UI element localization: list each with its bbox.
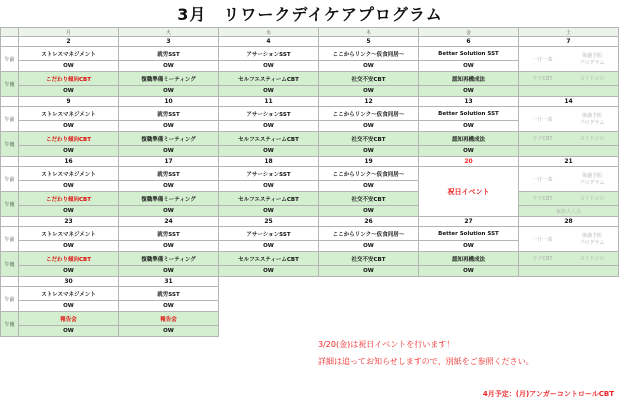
week-date-row xyxy=(1,97,619,107)
empty-cell xyxy=(219,312,319,326)
ow-cell: OW xyxy=(219,181,319,192)
program-cell-pm[interactable]: こだわり傾向CBT xyxy=(19,192,119,206)
day-header-tue: 火 xyxy=(119,28,219,37)
date-cell: 25 xyxy=(219,217,319,227)
sat-pm-2: ヨリドコロ xyxy=(579,256,605,262)
date-cell: 9 xyxy=(19,97,119,107)
am-label: 午前 xyxy=(1,47,19,72)
empty-cell xyxy=(319,326,419,337)
ow-cell: OW xyxy=(319,181,419,192)
week-date-row xyxy=(1,157,619,167)
date-cell: 21 xyxy=(519,157,619,167)
saturday-pm-ow-empty xyxy=(519,266,619,277)
ow-cell: OW xyxy=(319,266,419,277)
empty-cell xyxy=(519,312,619,326)
date-cell: 17 xyxy=(119,157,219,167)
ow-cell: OW xyxy=(219,146,319,157)
empty-cell xyxy=(319,287,419,301)
ow-cell: OW xyxy=(119,241,219,252)
ow-cell: OW xyxy=(19,266,119,277)
program-cell-pm[interactable]: 認知再構成法 xyxy=(419,252,519,266)
program-cell-am[interactable]: ここからリンク〜仮食同居〜 xyxy=(319,107,419,121)
program-cell-am[interactable]: 就労SST xyxy=(119,107,219,121)
sat-am-2b: プログラム xyxy=(579,120,605,126)
ow-cell: OW xyxy=(219,266,319,277)
sat-am-2 xyxy=(580,52,605,66)
pm-label: 午後 xyxy=(1,132,19,157)
sat-pm-2: ヨリドコロ xyxy=(579,196,605,202)
date-row-corner xyxy=(1,217,19,227)
empty-cell xyxy=(419,326,519,337)
week-am-ow-row xyxy=(1,301,619,312)
sat-am-1: 一汁一菜 xyxy=(532,116,553,123)
date-cell: 3 xyxy=(119,37,219,47)
ow-cell: OW xyxy=(319,206,419,217)
program-cell-pm[interactable]: 社交不安CBT xyxy=(319,192,419,206)
week-pm-ow-row xyxy=(1,206,619,217)
program-cell-am[interactable]: アサーションSST xyxy=(219,47,319,61)
week-pm-row xyxy=(1,192,619,206)
program-cell-pm[interactable]: こだわり傾向CBT xyxy=(19,252,119,266)
program-cell-am[interactable]: 就労SST xyxy=(119,167,219,181)
sat-am-2 xyxy=(580,232,605,246)
program-cell-pm[interactable]: 復職準備ミーティング xyxy=(119,72,219,86)
ow-cell: OW xyxy=(319,121,419,132)
program-cell-am[interactable]: ここからリンク〜仮食同居〜 xyxy=(319,227,419,241)
ow-cell: OW xyxy=(19,86,119,97)
program-cell-am[interactable]: Better Solution SST xyxy=(419,107,519,121)
empty-cell xyxy=(419,312,519,326)
program-cell-pm[interactable]: こだわり傾向CBT xyxy=(19,72,119,86)
empty-cell xyxy=(519,277,619,287)
saturday-am-programs xyxy=(519,112,618,126)
sat-am-1: 一汁一菜 xyxy=(532,236,553,243)
program-cell-am[interactable]: ストレスマネジメント xyxy=(19,167,119,181)
program-cell-am[interactable]: 就労SST xyxy=(119,287,219,301)
date-cell: 19 xyxy=(319,157,419,167)
ow-cell: OW xyxy=(119,86,219,97)
ow-cell: OW xyxy=(219,121,319,132)
day-header-thu: 木 xyxy=(319,28,419,37)
ow-cell: OW xyxy=(119,121,219,132)
program-cell-am[interactable]: ここからリンク〜仮食同居〜 xyxy=(319,167,419,181)
program-cell-pm[interactable]: 報告会 xyxy=(19,312,119,326)
date-cell: 5 xyxy=(319,37,419,47)
date-row-corner xyxy=(1,97,19,107)
date-cell: 30 xyxy=(19,277,119,287)
date-row-corner xyxy=(1,277,19,287)
empty-cell xyxy=(219,301,319,312)
week-am-row xyxy=(1,107,619,121)
empty-cell xyxy=(419,287,519,301)
date-cell: 14 xyxy=(519,97,619,107)
ow-cell: OW xyxy=(19,181,119,192)
program-cell-am[interactable]: アサーションSST xyxy=(219,107,319,121)
week-pm-ow-row xyxy=(1,86,619,97)
schedule-body xyxy=(1,28,619,337)
date-cell: 11 xyxy=(219,97,319,107)
date-cell: 6 xyxy=(419,37,519,47)
footer-next-month: 4月予定：(月)アンガーコントロールCBT xyxy=(482,390,614,398)
ow-cell: OW xyxy=(19,301,119,312)
ow-cell: OW xyxy=(319,86,419,97)
saturday-am-programs xyxy=(519,52,618,66)
sat-am-1: 一汁一菜 xyxy=(532,176,553,183)
ow-cell: OW xyxy=(419,121,519,132)
date-cell: 16 xyxy=(19,157,119,167)
program-cell-am[interactable]: アサーションSST xyxy=(219,227,319,241)
date-cell: 24 xyxy=(119,217,219,227)
sat-am-2a: 体感予防 xyxy=(582,53,603,59)
week-date-row xyxy=(1,217,619,227)
saturday-pm-ow-empty xyxy=(519,86,619,97)
date-cell: 13 xyxy=(419,97,519,107)
saturday-pm-programs xyxy=(519,75,618,82)
week-am-row xyxy=(1,47,619,61)
ow-cell: OW xyxy=(19,121,119,132)
empty-cell xyxy=(319,277,419,287)
program-cell-pm[interactable]: 認知再構成法 xyxy=(419,132,519,146)
program-cell-pm[interactable]: セルフエスティームCBT xyxy=(219,72,319,86)
saturday-am-cell xyxy=(519,227,619,252)
saturday-pm-programs xyxy=(519,135,618,142)
ow-cell: OW xyxy=(19,326,119,337)
week-date-row xyxy=(1,37,619,47)
date-cell: 18 xyxy=(219,157,319,167)
date-cell: 20 xyxy=(419,157,519,167)
program-cell-am[interactable]: ストレスマネジメント xyxy=(19,227,119,241)
pm-label: 午後 xyxy=(1,252,19,277)
pm-label: 午後 xyxy=(1,192,19,217)
date-cell: 28 xyxy=(519,217,619,227)
ow-cell: OW xyxy=(119,301,219,312)
pm-label: 午後 xyxy=(1,72,19,97)
date-row-corner xyxy=(1,37,19,47)
program-cell-am[interactable]: ここからリンク〜仮食同居〜 xyxy=(319,47,419,61)
saturday-pm-cell xyxy=(519,72,619,86)
program-cell-am[interactable]: ストレスマネジメント xyxy=(19,107,119,121)
sat-am-2a: 体感予防 xyxy=(582,113,603,119)
sat-pm-1: ラクCBT xyxy=(532,136,553,142)
corner-cell xyxy=(1,28,19,37)
sat-am-2a: 体感予防 xyxy=(582,173,603,179)
ow-cell: OW xyxy=(319,146,419,157)
program-cell-am[interactable]: 就労SST xyxy=(119,47,219,61)
ow-cell: OW xyxy=(419,146,519,157)
holiday-event-cell: 祝日イベント xyxy=(419,167,519,217)
empty-cell xyxy=(219,277,319,287)
saturday-am-cell xyxy=(519,47,619,72)
pm-label: 午後 xyxy=(1,312,19,337)
sat-am-2a: 体感予防 xyxy=(582,233,603,239)
date-cell: 4 xyxy=(219,37,319,47)
program-cell-pm[interactable]: 復職準備ミーティング xyxy=(119,132,219,146)
notice-line-1: 3/20(金)は祝日イベントを行います！ xyxy=(318,340,455,349)
week-pm-ow-row xyxy=(1,326,619,337)
week-am-row xyxy=(1,167,619,181)
empty-cell xyxy=(219,287,319,301)
ow-cell: OW xyxy=(119,61,219,72)
week-pm-row xyxy=(1,312,619,326)
sat-am-2b: プログラム xyxy=(579,240,605,246)
empty-cell xyxy=(419,301,519,312)
ow-cell: OW xyxy=(219,206,319,217)
sat-pm-2: ヨリドコロ xyxy=(579,136,605,142)
day-header-wed: 水 xyxy=(219,28,319,37)
am-label: 午前 xyxy=(1,287,19,312)
saturday-pm-cell xyxy=(519,132,619,146)
program-cell-pm[interactable]: セルフエスティームCBT xyxy=(219,192,319,206)
notice xyxy=(318,336,534,370)
ow-cell: OW xyxy=(19,206,119,217)
program-cell-pm[interactable]: 社交不安CBT xyxy=(319,72,419,86)
date-cell: 31 xyxy=(119,277,219,287)
program-cell-pm[interactable]: 報告会 xyxy=(119,312,219,326)
date-cell: 26 xyxy=(319,217,419,227)
ow-cell: OW xyxy=(119,146,219,157)
week-pm-row xyxy=(1,132,619,146)
ow-cell: OW xyxy=(319,61,419,72)
week-pm-ow-row xyxy=(1,266,619,277)
sat-pm-1: ラクCBT xyxy=(532,196,553,202)
sat-am-2 xyxy=(580,172,605,186)
week-am-row xyxy=(1,287,619,301)
saturday-am-cell xyxy=(519,107,619,132)
am-label: 午前 xyxy=(1,107,19,132)
saturday-pm-cell xyxy=(519,192,619,206)
empty-cell xyxy=(219,326,319,337)
sat-am-2 xyxy=(580,112,605,126)
empty-cell xyxy=(519,287,619,301)
ow-cell: OW xyxy=(119,326,219,337)
saturday-pm-programs xyxy=(519,195,618,202)
date-cell: 23 xyxy=(19,217,119,227)
ow-cell: OW xyxy=(119,181,219,192)
ow-cell: OW xyxy=(19,241,119,252)
ow-cell: OW xyxy=(119,206,219,217)
date-cell: 27 xyxy=(419,217,519,227)
page-title: 3月 リワークデイケアプログラム xyxy=(177,5,443,24)
sat-pm-1: ラクCBT xyxy=(532,76,553,82)
day-header-sat: 土 xyxy=(519,28,619,37)
program-cell-pm[interactable]: セルフエスティームCBT xyxy=(219,132,319,146)
program-cell-pm[interactable]: 認知再構成法 xyxy=(419,72,519,86)
program-cell-pm[interactable]: 復職準備ミーティング xyxy=(119,192,219,206)
program-cell-pm[interactable]: 社交不安CBT xyxy=(319,252,419,266)
program-cell-am[interactable]: Better Solution SST xyxy=(419,47,519,61)
ow-cell: OW xyxy=(419,266,519,277)
week-am-row xyxy=(1,227,619,241)
ow-cell: OW xyxy=(419,241,519,252)
saturday-am-programs xyxy=(519,232,618,246)
sat-am-1: 一汁一菜 xyxy=(532,56,553,63)
program-cell-am[interactable]: ストレスマネジメント xyxy=(19,47,119,61)
week-pm-ow-row xyxy=(1,146,619,157)
empty-cell xyxy=(519,301,619,312)
saturday-pm-cell xyxy=(519,252,619,266)
empty-cell xyxy=(319,301,419,312)
sat-am-2b: プログラム xyxy=(579,60,605,66)
saturday-am-programs xyxy=(519,172,618,186)
empty-cell xyxy=(319,312,419,326)
week-date-row xyxy=(1,277,619,287)
date-cell: 12 xyxy=(319,97,419,107)
empty-cell xyxy=(519,326,619,337)
ow-cell: OW xyxy=(419,61,519,72)
program-cell-pm[interactable]: 復職準備ミーティング xyxy=(119,252,219,266)
ow-cell: OW xyxy=(219,61,319,72)
program-cell-am[interactable]: ストレスマネジメント xyxy=(19,287,119,301)
schedule-table xyxy=(0,27,619,337)
day-header-fri: 金 xyxy=(419,28,519,37)
ow-cell: OW xyxy=(119,266,219,277)
program-cell-pm[interactable]: セルフエスティームCBT xyxy=(219,252,319,266)
saturday-pm-programs xyxy=(519,255,618,262)
ow-cell: OW xyxy=(19,146,119,157)
program-cell-pm[interactable]: こだわり傾向CBT xyxy=(19,132,119,146)
program-cell-pm[interactable]: 社交不安CBT xyxy=(319,132,419,146)
sat-am-2b: プログラム xyxy=(579,180,605,186)
saturday-pm-ow-empty xyxy=(519,146,619,157)
saturday-extra-cell: 家族大人会 xyxy=(519,206,619,217)
date-row-corner xyxy=(1,157,19,167)
date-cell: 7 xyxy=(519,37,619,47)
ow-cell: OW xyxy=(219,86,319,97)
empty-cell xyxy=(419,277,519,287)
day-header-row xyxy=(1,28,619,37)
ow-cell: OW xyxy=(419,86,519,97)
ow-cell: OW xyxy=(219,241,319,252)
date-cell: 2 xyxy=(19,37,119,47)
day-header-mon: 月 xyxy=(19,28,119,37)
program-cell-am[interactable]: Better Solution SST xyxy=(419,227,519,241)
notice-line-2: 詳細は追ってお知らせしますので、別紙をご参照ください。 xyxy=(318,357,534,366)
am-label: 午前 xyxy=(1,227,19,252)
sat-pm-2: ヨリドコロ xyxy=(579,76,605,82)
week-pm-row xyxy=(1,72,619,86)
program-cell-am[interactable]: 就労SST xyxy=(119,227,219,241)
am-label: 午前 xyxy=(1,167,19,192)
ow-cell: OW xyxy=(319,241,419,252)
date-cell: 10 xyxy=(119,97,219,107)
sat-pm-1: ラクCBT xyxy=(532,256,553,262)
program-cell-am[interactable]: アサーションSST xyxy=(219,167,319,181)
ow-cell: OW xyxy=(19,61,119,72)
saturday-am-cell xyxy=(519,167,619,192)
week-pm-row xyxy=(1,252,619,266)
